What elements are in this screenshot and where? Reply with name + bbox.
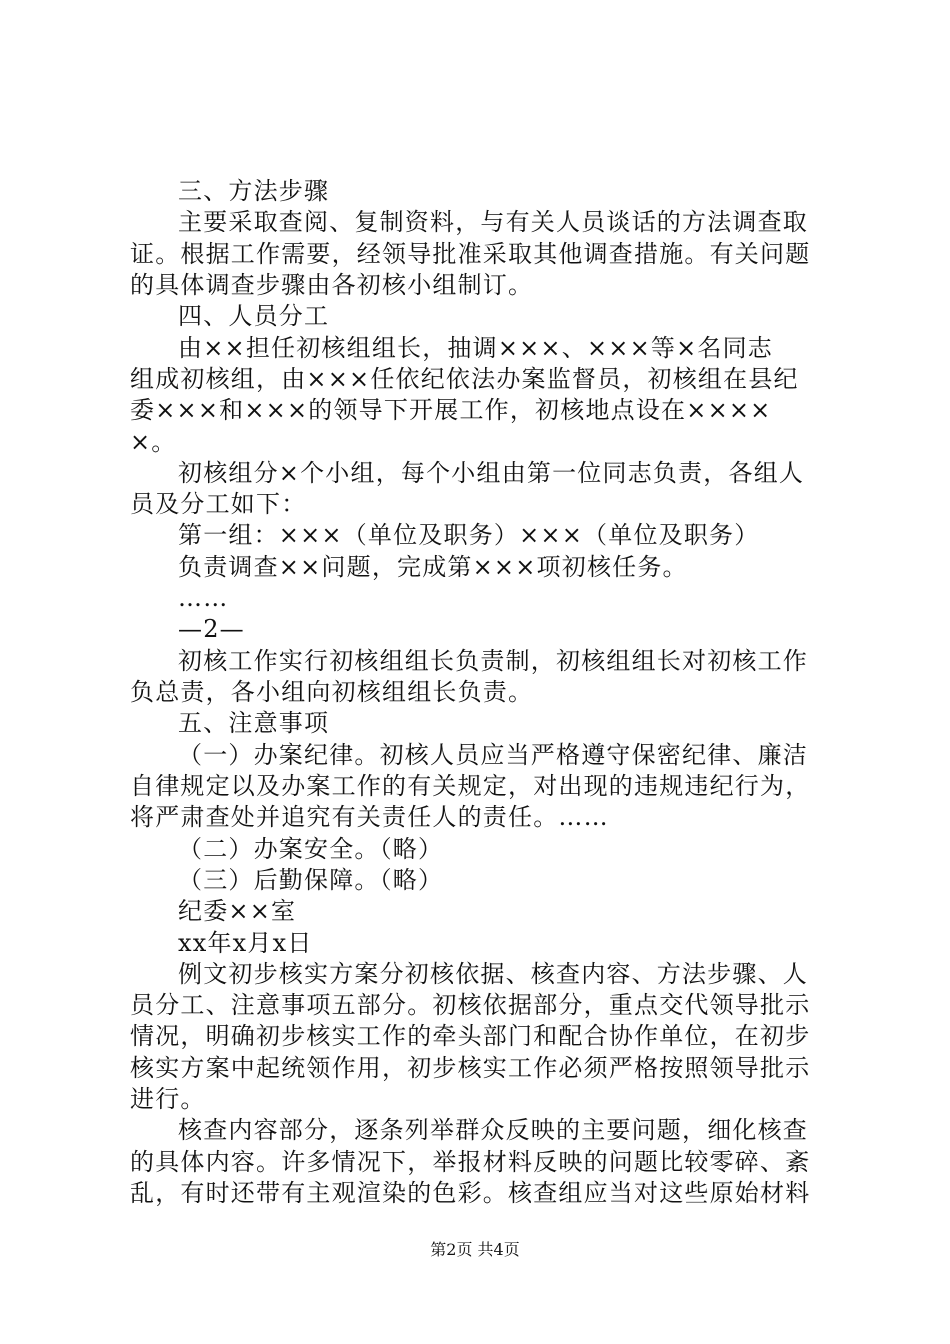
text-line: 员及分工如下： xyxy=(130,490,307,518)
text-line: …… xyxy=(178,584,229,612)
text-line: 主要采取查阅、复制资料，与有关人员谈话的方法调查取 xyxy=(178,208,808,236)
text-line: xx年x月x日 xyxy=(178,929,313,957)
text-line: 核实方案中起统领作用，初步核实工作必须严格按照领导批示 xyxy=(130,1054,811,1082)
text-line: 五、注意事项 xyxy=(178,709,330,737)
page-number-footer: 第2页 共4页 xyxy=(430,1240,520,1259)
text-line: 初核组分×个小组，每个小组由第一位同志负责，各组人 xyxy=(178,459,805,487)
text-line: 自律规定以及办案工作的有关规定，对出现的违规违纪行为， xyxy=(130,772,811,800)
text-line: 的具体调查步骤由各初核小组制订。 xyxy=(130,271,534,299)
text-line: 初核工作实行初核组组长负责制，初核组组长对初核工作 xyxy=(178,647,808,675)
text-line: 委×××和×××的领导下开展工作，初核地点设在×××× xyxy=(130,396,772,424)
text-line: 负责调查××问题，完成第×××项初核任务。 xyxy=(178,553,688,581)
text-line: 负总责，各小组向初核组组长负责。 xyxy=(130,678,534,706)
text-line: 证。根据工作需要，经领导批准采取其他调查措施。有关问题 xyxy=(130,240,811,268)
text-line: 将严肃查处并追究有关责任人的责任。…… xyxy=(130,803,609,831)
text-line: ×。 xyxy=(130,428,177,456)
text-line: 纪委××室 xyxy=(178,897,297,925)
text-line: 员分工、注意事项五部分。初核依据部分，重点交代领导批示 xyxy=(130,991,811,1019)
text-line: 四、人员分工 xyxy=(178,302,330,330)
text-line: 进行。 xyxy=(130,1085,206,1113)
text-line: 的具体内容。许多情况下，举报材料反映的问题比较零碎、紊 xyxy=(130,1148,811,1176)
text-line: （一）办案纪律。初核人员应当严格遵守保密纪律、廉洁 xyxy=(178,741,808,769)
text-line: （三）后勤保障。（略） xyxy=(178,866,444,894)
text-line: 第一组：×××（单位及职务）×××（单位及职务） xyxy=(178,521,760,549)
text-line: 例文初步核实方案分初核依据、核查内容、方法步骤、人 xyxy=(178,960,808,988)
text-line: —2— xyxy=(178,615,245,643)
text-line: 三、方法步骤 xyxy=(178,177,330,205)
text-line: 情况，明确初步核实工作的牵头部门和配合协作单位，在初步 xyxy=(130,1022,811,1050)
text-line: 乱，有时还带有主观渲染的色彩。核查组应当对这些原始材料 xyxy=(130,1179,811,1207)
text-line: （二）办案安全。（略） xyxy=(178,835,444,863)
text-line: 核查内容部分，逐条列举群众反映的主要问题，细化核查 xyxy=(178,1116,808,1144)
text-line: 由××担任初核组组长，抽调×××、×××等×名同志 xyxy=(178,334,773,362)
text-line: 组成初核组，由×××任依纪依法办案监督员，初核组在县纪 xyxy=(130,365,799,393)
